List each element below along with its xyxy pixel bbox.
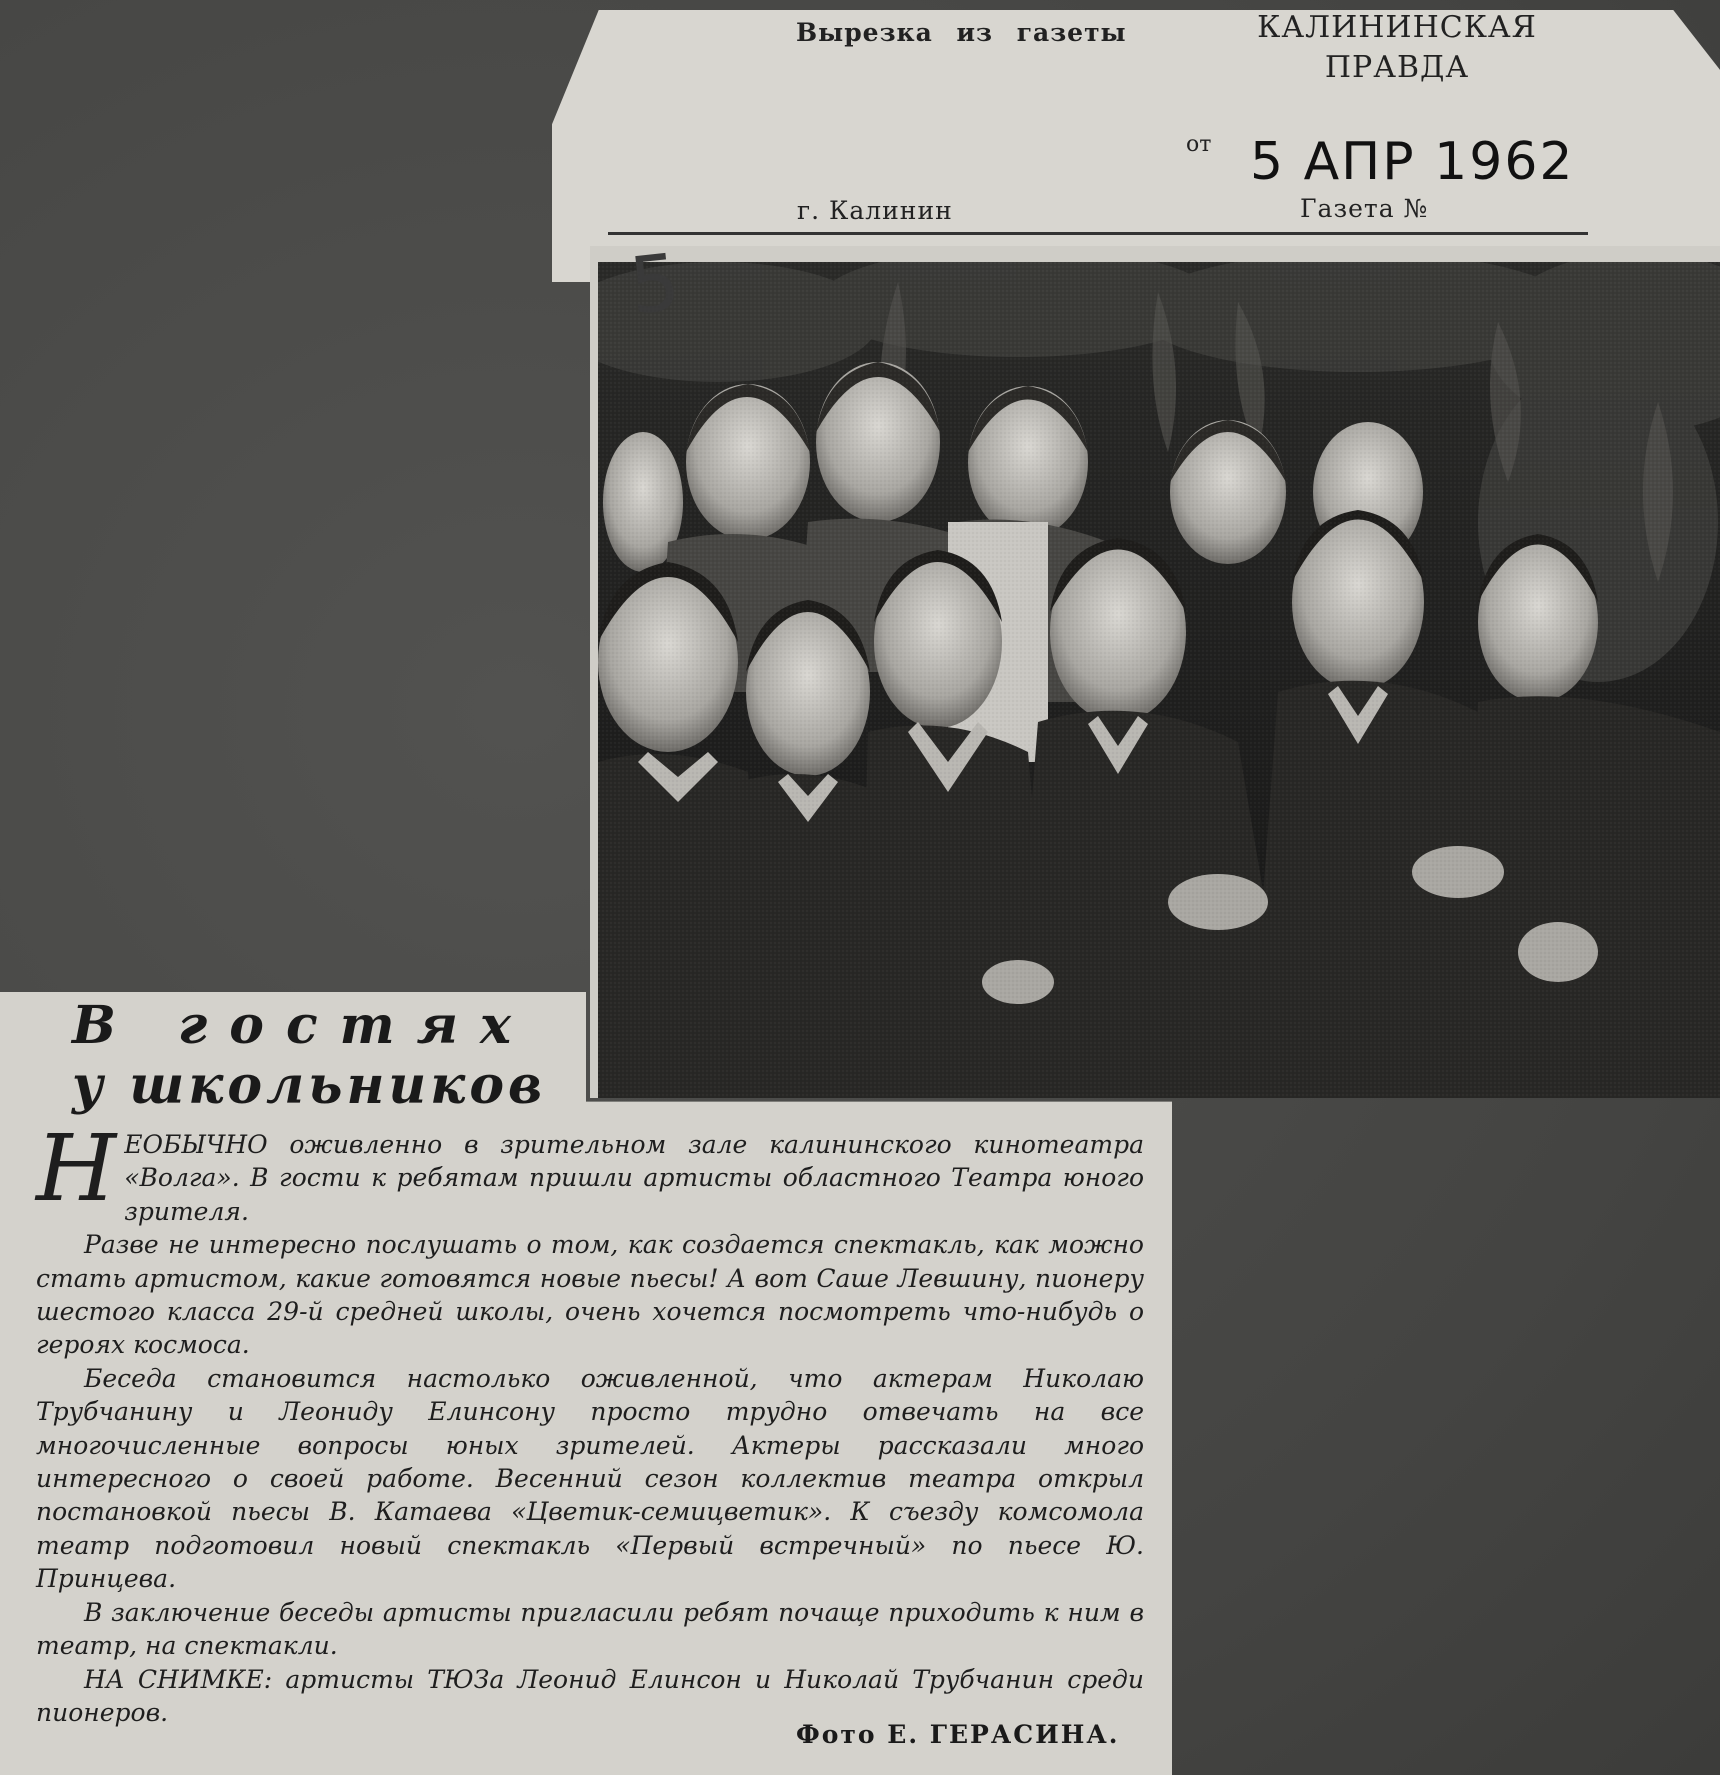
issue-label: Газета № <box>1300 194 1429 223</box>
paragraph-1 <box>36 1115 1144 1228</box>
date-prefix: от <box>1186 132 1212 157</box>
newspaper-name-line2: ПРАВДА <box>1324 50 1470 85</box>
photo-credit: Фото Е. ГЕРАСИНА. <box>796 1720 1120 1749</box>
drop-cap: Н <box>36 1115 117 1222</box>
photo-caption: НА СНИМКЕ: артисты ТЮЗа Леонид Елинсон и Николай Трубчанин среди пионеров. <box>36 1664 1144 1727</box>
clipping-label: Вырезка из газеты <box>796 18 1127 47</box>
title-line-2: у школьников <box>72 1055 547 1116</box>
date-stamp: 5 АПР 1962 <box>1250 132 1575 192</box>
pencil-page-mark: 5 <box>625 237 685 333</box>
newspaper-name-line1: КАЛИНИНСКАЯ <box>1257 10 1537 45</box>
newspaper-photo <box>598 262 1720 1098</box>
paragraph-3: Беседа становится настолько оживленной, что актерам Николаю Трубчанину и Леониду Елинсону просто трудно отвечать на все многочисленные вопросы юных зрителей. Актеры рассказали много интересного о своей работе. Весенний сезон коллектив театра открыл постановкой пьесы В. Катаева «Цветик-семицветик». К съезду комсомола театр подготовил новый спектакль «Первый встречный» по пьесе Ю. Принцева. <box>36 1363 1144 1594</box>
newspaper-name <box>1252 8 1542 88</box>
paragraph-1-text: ЕОБЫЧНО оживленно в зрительном зале калининского кинотеатра «Волга». В гости к ребятам пришли артисты областного Театра юного зрителя. <box>124 1130 1144 1226</box>
paragraph-2: Разве не интересно послушать о том, как создается спектакль, как можно стать артистом, какие готовятся новые пьесы! А вот Саше Левшину, пионеру шестого класса 29-й средней школы, очень хочется посмотреть что-нибудь о героях космоса. <box>36 1230 1144 1360</box>
title-line-1: В гостях <box>72 995 534 1056</box>
article-title <box>72 996 552 1116</box>
article-body <box>36 1115 1144 1729</box>
paragraph-4: В заключение беседы артисты пригласили ребят почаще приходить к ним в театр, на спектакли. <box>36 1597 1144 1661</box>
header-divider <box>608 232 1588 235</box>
city-label: г. Калинин <box>797 196 953 225</box>
